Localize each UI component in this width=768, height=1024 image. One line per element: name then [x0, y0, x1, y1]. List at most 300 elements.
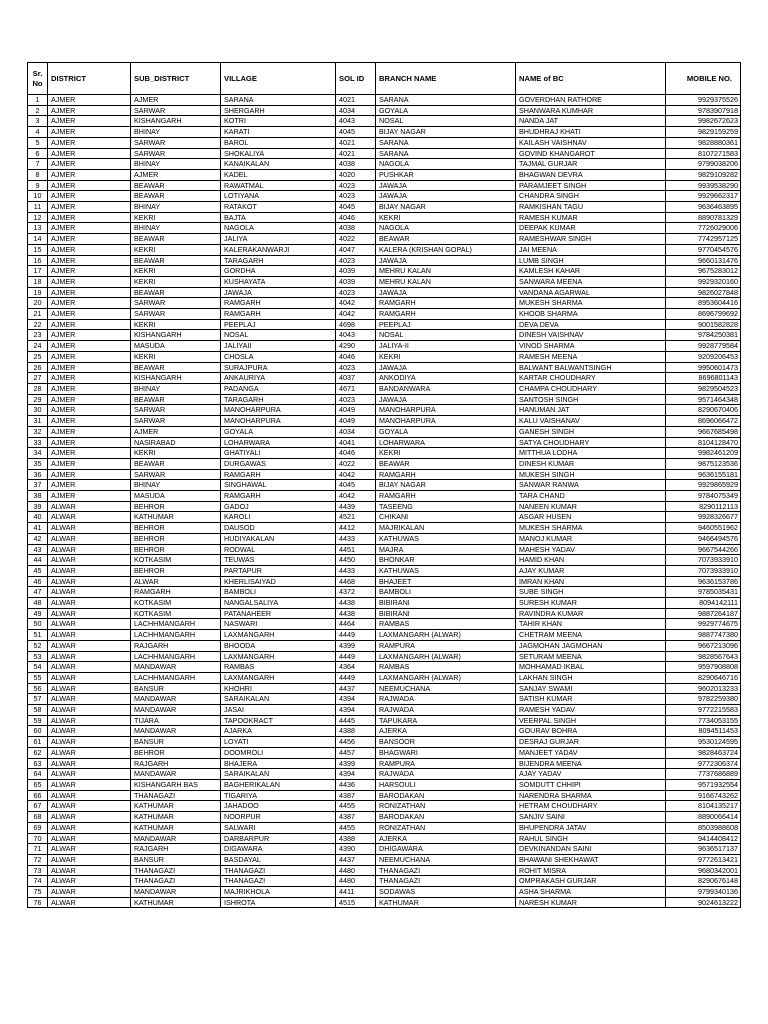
table-row [28, 491, 741, 502]
cell-branch-name: RAMGARH [376, 309, 516, 320]
cell-branch-name: JAWAJA [376, 255, 516, 266]
header-mobile-no: MOBILE NO. [666, 63, 741, 95]
cell-sub-district: THANAGAZI [131, 876, 221, 887]
cell-sr-no: 1 [28, 95, 48, 106]
table-row [28, 897, 741, 908]
cell-sub-district: SARWAR [131, 298, 221, 309]
cell-sub-district: SARWAR [131, 416, 221, 427]
cell-village: MANOHARPURA [221, 416, 336, 427]
cell-village: RAMBAS [221, 662, 336, 673]
cell-village: KUSHAYATA [221, 276, 336, 287]
cell-sr-no: 6 [28, 148, 48, 159]
cell-district: ALWAR [48, 833, 131, 844]
cell-branch-name: THANAGAZI [376, 876, 516, 887]
cell-village: SALWARI [221, 822, 336, 833]
cell-mobile-no: 9887264187 [666, 608, 741, 619]
cell-sr-no: 51 [28, 630, 48, 641]
cell-mobile-no: 8094142111 [666, 598, 741, 609]
cell-branch-name: RAMGARH [376, 491, 516, 502]
cell-branch-name: MEHRU KALAN [376, 276, 516, 287]
cell-sol-id: 4290 [336, 341, 376, 352]
cell-sr-no: 67 [28, 801, 48, 812]
header-district: DISTRICT [48, 63, 131, 95]
cell-mobile-no: 9783907918 [666, 105, 741, 116]
table-row [28, 458, 741, 469]
cell-sol-id: 4387 [336, 812, 376, 823]
cell-sub-district: BEAWAR [131, 191, 221, 202]
cell-sub-district: BEAWAR [131, 180, 221, 191]
table-row [28, 148, 741, 159]
cell-district: AJMER [48, 405, 131, 416]
table-row [28, 822, 741, 833]
cell-village: SURAJPURA [221, 362, 336, 373]
cell-district: AJMER [48, 426, 131, 437]
cell-sr-no: 4 [28, 127, 48, 138]
cell-branch-name: RAMPURA [376, 758, 516, 769]
cell-branch-name: BHAJEET [376, 576, 516, 587]
cell-district: ALWAR [48, 672, 131, 683]
cell-branch-name: CHIKANI [376, 512, 516, 523]
cell-sr-no: 47 [28, 587, 48, 598]
cell-district: AJMER [48, 148, 131, 159]
cell-sol-id: 4037 [336, 373, 376, 384]
cell-district: ALWAR [48, 662, 131, 673]
cell-village: BHOODA [221, 640, 336, 651]
cell-mobile-no: 8890066414 [666, 812, 741, 823]
cell-district: ALWAR [48, 683, 131, 694]
cell-village: PEEPLAJ [221, 319, 336, 330]
cell-district: ALWAR [48, 758, 131, 769]
cell-district: ALWAR [48, 587, 131, 598]
cell-sub-district: KATHUMAR [131, 801, 221, 812]
cell-village: TAPOOKRACT [221, 715, 336, 726]
cell-district: ALWAR [48, 598, 131, 609]
cell-bc-name: KARTAR CHOUDHARY [516, 373, 666, 384]
cell-village: NANGALSALIYA [221, 598, 336, 609]
cell-sr-no: 16 [28, 255, 48, 266]
cell-sub-district: MANDAWAR [131, 887, 221, 898]
cell-district: AJMER [48, 319, 131, 330]
cell-sr-no: 58 [28, 705, 48, 716]
cell-sr-no: 28 [28, 383, 48, 394]
cell-bc-name: MUKESH SHARMA [516, 523, 666, 534]
cell-bc-name: BHAGWAN DEVRA [516, 169, 666, 180]
cell-bc-name: SOMDUTT CHHIPI [516, 780, 666, 791]
cell-sr-no: 36 [28, 469, 48, 480]
cell-village: RAWATMAL [221, 180, 336, 191]
cell-district: ALWAR [48, 747, 131, 758]
cell-sr-no: 57 [28, 694, 48, 705]
cell-sol-id: 4449 [336, 651, 376, 662]
cell-sr-no: 43 [28, 544, 48, 555]
cell-bc-name: SATISH KUMAR [516, 694, 666, 705]
cell-bc-name: CHAMPA CHOUDHARY [516, 383, 666, 394]
cell-mobile-no: 8696799692 [666, 309, 741, 320]
cell-sol-id: 4437 [336, 683, 376, 694]
cell-mobile-no: 9636517137 [666, 844, 741, 855]
cell-sol-id: 4433 [336, 533, 376, 544]
cell-district: ALWAR [48, 576, 131, 587]
cell-sub-district: THANAGAZI [131, 790, 221, 801]
cell-district: ALWAR [48, 555, 131, 566]
cell-district: AJMER [48, 105, 131, 116]
cell-mobile-no: 9829109282 [666, 169, 741, 180]
cell-mobile-no: 9785035431 [666, 587, 741, 598]
cell-sol-id: 4671 [336, 383, 376, 394]
cell-bc-name: LUMB SINGH [516, 255, 666, 266]
cell-branch-name: RAMGARH [376, 298, 516, 309]
cell-district: AJMER [48, 244, 131, 255]
table-row [28, 95, 741, 106]
cell-mobile-no: 9001582828 [666, 319, 741, 330]
cell-bc-name: DEVA DEVA [516, 319, 666, 330]
cell-sr-no: 52 [28, 640, 48, 651]
cell-sr-no: 41 [28, 523, 48, 534]
cell-mobile-no: 9929774675 [666, 619, 741, 630]
cell-district: ALWAR [48, 523, 131, 534]
cell-sub-district: KEKRI [131, 276, 221, 287]
cell-sr-no: 60 [28, 726, 48, 737]
cell-sr-no: 34 [28, 448, 48, 459]
cell-branch-name: BIJAY NAGAR [376, 202, 516, 213]
table-row [28, 662, 741, 673]
table-row [28, 833, 741, 844]
cell-sol-id: 4034 [336, 426, 376, 437]
cell-branch-name: SARANA [376, 95, 516, 106]
cell-bc-name: MITTHUA LODHA [516, 448, 666, 459]
cell-bc-name: SANJAY SWAMI [516, 683, 666, 694]
cell-branch-name: RONIZATHAN [376, 822, 516, 833]
cell-sol-id: 4046 [336, 448, 376, 459]
cell-village: GORDHA [221, 266, 336, 277]
cell-sol-id: 4049 [336, 405, 376, 416]
cell-mobile-no: 9784075349 [666, 491, 741, 502]
cell-sr-no: 44 [28, 555, 48, 566]
cell-sub-district: THANAGAZI [131, 865, 221, 876]
cell-bc-name: BHAWANI SHEKHAWAT [516, 854, 666, 865]
cell-bc-name: SANJIV SAINI [516, 812, 666, 823]
cell-sub-district: BHINAY [131, 480, 221, 491]
cell-sub-district: BHINAY [131, 383, 221, 394]
cell-bc-name: AJAY KUMAR [516, 565, 666, 576]
cell-branch-name: NEEMUCHANA [376, 854, 516, 865]
cell-bc-name: ASGAR HUSEN [516, 512, 666, 523]
cell-mobile-no: 9166743262 [666, 790, 741, 801]
cell-sub-district: SARWAR [131, 405, 221, 416]
cell-sub-district: BANSUR [131, 683, 221, 694]
table-row [28, 608, 741, 619]
cell-sr-no: 8 [28, 169, 48, 180]
cell-sol-id: 4021 [336, 95, 376, 106]
cell-sol-id: 4045 [336, 127, 376, 138]
cell-sr-no: 56 [28, 683, 48, 694]
cell-bc-name: GOVIND KHANGAROT [516, 148, 666, 159]
cell-bc-name: BHUDHRAJ KHATI [516, 127, 666, 138]
cell-sub-district: MASUDA [131, 491, 221, 502]
cell-bc-name: KHOOB SHARMA [516, 309, 666, 320]
cell-sub-district: AJMER [131, 169, 221, 180]
cell-sub-district: KATHUMAR [131, 812, 221, 823]
cell-district: AJMER [48, 255, 131, 266]
cell-village: LAXMANGARH [221, 630, 336, 641]
table-row [28, 812, 741, 823]
cell-sol-id: 4023 [336, 180, 376, 191]
cell-sol-id: 4049 [336, 416, 376, 427]
cell-bc-name: VEERPAL SINGH [516, 715, 666, 726]
cell-village: RAMGARH [221, 469, 336, 480]
cell-bc-name: SURESH KUMAR [516, 598, 666, 609]
cell-sol-id: 4046 [336, 351, 376, 362]
cell-district: AJMER [48, 127, 131, 138]
cell-sol-id: 4364 [336, 662, 376, 673]
cell-village: DARBARPUR [221, 833, 336, 844]
cell-mobile-no: 7073933910 [666, 565, 741, 576]
cell-branch-name: BIJAY NAGAR [376, 480, 516, 491]
cell-sub-district: MASUDA [131, 341, 221, 352]
cell-sub-district: MANDAWAR [131, 705, 221, 716]
cell-sr-no: 3 [28, 116, 48, 127]
table-row [28, 448, 741, 459]
cell-bc-name: RAMKISHAN TAGU [516, 202, 666, 213]
table-row [28, 383, 741, 394]
cell-village: RAMGARH [221, 491, 336, 502]
table-row [28, 769, 741, 780]
cell-bc-name: VANDANA AGARWAL [516, 287, 666, 298]
cell-sr-no: 9 [28, 180, 48, 191]
cell-village: GOYALA [221, 426, 336, 437]
table-row [28, 137, 741, 148]
cell-branch-name: BHAGWARI [376, 747, 516, 758]
cell-district: ALWAR [48, 790, 131, 801]
table-row [28, 523, 741, 534]
cell-branch-name: KEKRI [376, 351, 516, 362]
cell-sub-district: MANDAWAR [131, 769, 221, 780]
table-row [28, 640, 741, 651]
cell-bc-name: CHANDRA SINGH [516, 191, 666, 202]
cell-sub-district: KOTKASIM [131, 598, 221, 609]
cell-district: AJMER [48, 180, 131, 191]
cell-sol-id: 4372 [336, 587, 376, 598]
cell-mobile-no: 9929375526 [666, 95, 741, 106]
cell-district: ALWAR [48, 640, 131, 651]
table-row [28, 555, 741, 566]
cell-sol-id: 4034 [336, 105, 376, 116]
cell-sub-district: KATHUMAR [131, 822, 221, 833]
cell-village: JALIYAII [221, 341, 336, 352]
cell-mobile-no: 9636155181 [666, 469, 741, 480]
cell-sr-no: 2 [28, 105, 48, 116]
cell-bc-name: HANUMAN JAT [516, 405, 666, 416]
table-row [28, 844, 741, 855]
cell-branch-name: JAWAJA [376, 394, 516, 405]
cell-mobile-no: 9636153786 [666, 576, 741, 587]
cell-sol-id: 4022 [336, 458, 376, 469]
cell-branch-name: LAXMANGARH (ALWAR) [376, 672, 516, 683]
cell-branch-name: BIBIRANI [376, 608, 516, 619]
cell-bc-name: BHUPENDRA JATAV [516, 822, 666, 833]
cell-mobile-no: 9826027848 [666, 287, 741, 298]
cell-district: AJMER [48, 234, 131, 245]
cell-village: BAMBOLI [221, 587, 336, 598]
cell-district: AJMER [48, 202, 131, 213]
cell-district: ALWAR [48, 619, 131, 630]
cell-village: KAROLI [221, 512, 336, 523]
cell-district: AJMER [48, 159, 131, 170]
cell-sub-district: KEKRI [131, 319, 221, 330]
cell-sr-no: 66 [28, 790, 48, 801]
cell-sol-id: 4043 [336, 116, 376, 127]
cell-sr-no: 14 [28, 234, 48, 245]
cell-bc-name: GOVERDHAN RATHORE [516, 95, 666, 106]
cell-mobile-no: 9829504523 [666, 383, 741, 394]
cell-sol-id: 4399 [336, 758, 376, 769]
cell-sub-district: BEHROR [131, 533, 221, 544]
cell-sr-no: 19 [28, 287, 48, 298]
cell-village: THANAGAZI [221, 865, 336, 876]
cell-district: ALWAR [48, 726, 131, 737]
cell-sr-no: 55 [28, 672, 48, 683]
table-row [28, 469, 741, 480]
cell-sol-id: 4449 [336, 672, 376, 683]
cell-sub-district: BEAWAR [131, 287, 221, 298]
cell-sol-id: 4480 [336, 865, 376, 876]
table-row [28, 737, 741, 748]
table-row [28, 287, 741, 298]
cell-mobile-no: 7737686889 [666, 769, 741, 780]
cell-sr-no: 26 [28, 362, 48, 373]
cell-mobile-no: 9929662317 [666, 191, 741, 202]
cell-village: RAMGARH [221, 309, 336, 320]
cell-bc-name: SANTOSH SINGH [516, 394, 666, 405]
cell-bc-name: DINESH VAISHNAV [516, 330, 666, 341]
cell-village: KARATI [221, 127, 336, 138]
cell-district: AJMER [48, 95, 131, 106]
cell-sr-no: 48 [28, 598, 48, 609]
cell-district: ALWAR [48, 887, 131, 898]
cell-village: BHAJERA [221, 758, 336, 769]
cell-sr-no: 7 [28, 159, 48, 170]
table-row [28, 437, 741, 448]
cell-village: KOTRI [221, 116, 336, 127]
cell-district: ALWAR [48, 769, 131, 780]
cell-bc-name: JAI MEENA [516, 244, 666, 255]
table-row [28, 801, 741, 812]
cell-bc-name: KALU VAISHANAV [516, 416, 666, 427]
cell-sub-district: BEAWAR [131, 255, 221, 266]
cell-sr-no: 20 [28, 298, 48, 309]
cell-district: AJMER [48, 437, 131, 448]
cell-mobile-no: 8290112113 [666, 501, 741, 512]
cell-branch-name: HARSOULI [376, 780, 516, 791]
cell-district: AJMER [48, 458, 131, 469]
cell-sr-no: 50 [28, 619, 48, 630]
cell-mobile-no: 7726029006 [666, 223, 741, 234]
table-row [28, 394, 741, 405]
cell-branch-name: AJERKA [376, 726, 516, 737]
cell-district: AJMER [48, 341, 131, 352]
cell-village: TARAGARH [221, 255, 336, 266]
cell-branch-name: RAMBAS [376, 662, 516, 673]
cell-sol-id: 4043 [336, 330, 376, 341]
cell-sub-district: KISHANGARH [131, 373, 221, 384]
cell-sr-no: 18 [28, 276, 48, 287]
cell-sub-district: KEKRI [131, 448, 221, 459]
cell-sr-no: 22 [28, 319, 48, 330]
cell-bc-name: MUKESH SHARMA [516, 298, 666, 309]
cell-village: RODWAL [221, 544, 336, 555]
cell-mobile-no: 9571464348 [666, 394, 741, 405]
cell-mobile-no: 9929320160 [666, 276, 741, 287]
table-row [28, 169, 741, 180]
cell-sol-id: 4021 [336, 148, 376, 159]
cell-bc-name: DEVKINANDAN SAINI [516, 844, 666, 855]
cell-bc-name: SHANWARA KUMHAR [516, 105, 666, 116]
cell-district: AJMER [48, 223, 131, 234]
cell-sub-district: BEAWAR [131, 458, 221, 469]
cell-village: BAGHERIKALAN [221, 780, 336, 791]
cell-village: NOORPUR [221, 812, 336, 823]
cell-branch-name: RAJWADA [376, 705, 516, 716]
cell-bc-name: TARA CHAND [516, 491, 666, 502]
cell-sub-district: KISHANGARH [131, 330, 221, 341]
cell-sub-district: RAJGARH [131, 844, 221, 855]
cell-village: DURGAWAS [221, 458, 336, 469]
cell-bc-name: RAMESH YADAV [516, 705, 666, 716]
cell-branch-name: GOYALA [376, 105, 516, 116]
cell-branch-name: KATHUMAR [376, 897, 516, 908]
cell-district: ALWAR [48, 501, 131, 512]
cell-sol-id: 4438 [336, 608, 376, 619]
cell-sr-no: 68 [28, 812, 48, 823]
table-row [28, 255, 741, 266]
cell-branch-name: KATHUWAS [376, 565, 516, 576]
cell-bc-name: JAGMOHAN JAGMOHAN [516, 640, 666, 651]
cell-mobile-no: 9466494576 [666, 533, 741, 544]
cell-bc-name: MANOJ KUMAR [516, 533, 666, 544]
header-sol-id: SOL ID [336, 63, 376, 95]
table-row [28, 533, 741, 544]
table-row [28, 758, 741, 769]
cell-branch-name: PUSHKAR [376, 169, 516, 180]
cell-district: ALWAR [48, 565, 131, 576]
cell-bc-name: HETRAM CHOUDHARY [516, 801, 666, 812]
cell-district: AJMER [48, 469, 131, 480]
cell-bc-name: ROHIT MISRA [516, 865, 666, 876]
cell-bc-name: GANESH SINGH [516, 426, 666, 437]
cell-village: ISHROTA [221, 897, 336, 908]
cell-district: ALWAR [48, 876, 131, 887]
cell-sol-id: 4388 [336, 833, 376, 844]
cell-branch-name: MAJRA [376, 544, 516, 555]
table-row [28, 180, 741, 191]
header-branch-name: BRANCH NAME [376, 63, 516, 95]
cell-district: AJMER [48, 480, 131, 491]
cell-sub-district: MANDAWAR [131, 694, 221, 705]
cell-mobile-no: 9784250381 [666, 330, 741, 341]
cell-sol-id: 4023 [336, 362, 376, 373]
cell-sol-id: 4515 [336, 897, 376, 908]
cell-sol-id: 4464 [336, 619, 376, 630]
cell-sol-id: 4439 [336, 501, 376, 512]
cell-district: AJMER [48, 362, 131, 373]
cell-mobile-no: 9667544266 [666, 544, 741, 555]
cell-sr-no: 76 [28, 897, 48, 908]
cell-sol-id: 4023 [336, 191, 376, 202]
cell-village: NASWARI [221, 619, 336, 630]
cell-sub-district: AJMER [131, 426, 221, 437]
cell-mobile-no: 9939538290 [666, 180, 741, 191]
cell-mobile-no: 7734053155 [666, 715, 741, 726]
